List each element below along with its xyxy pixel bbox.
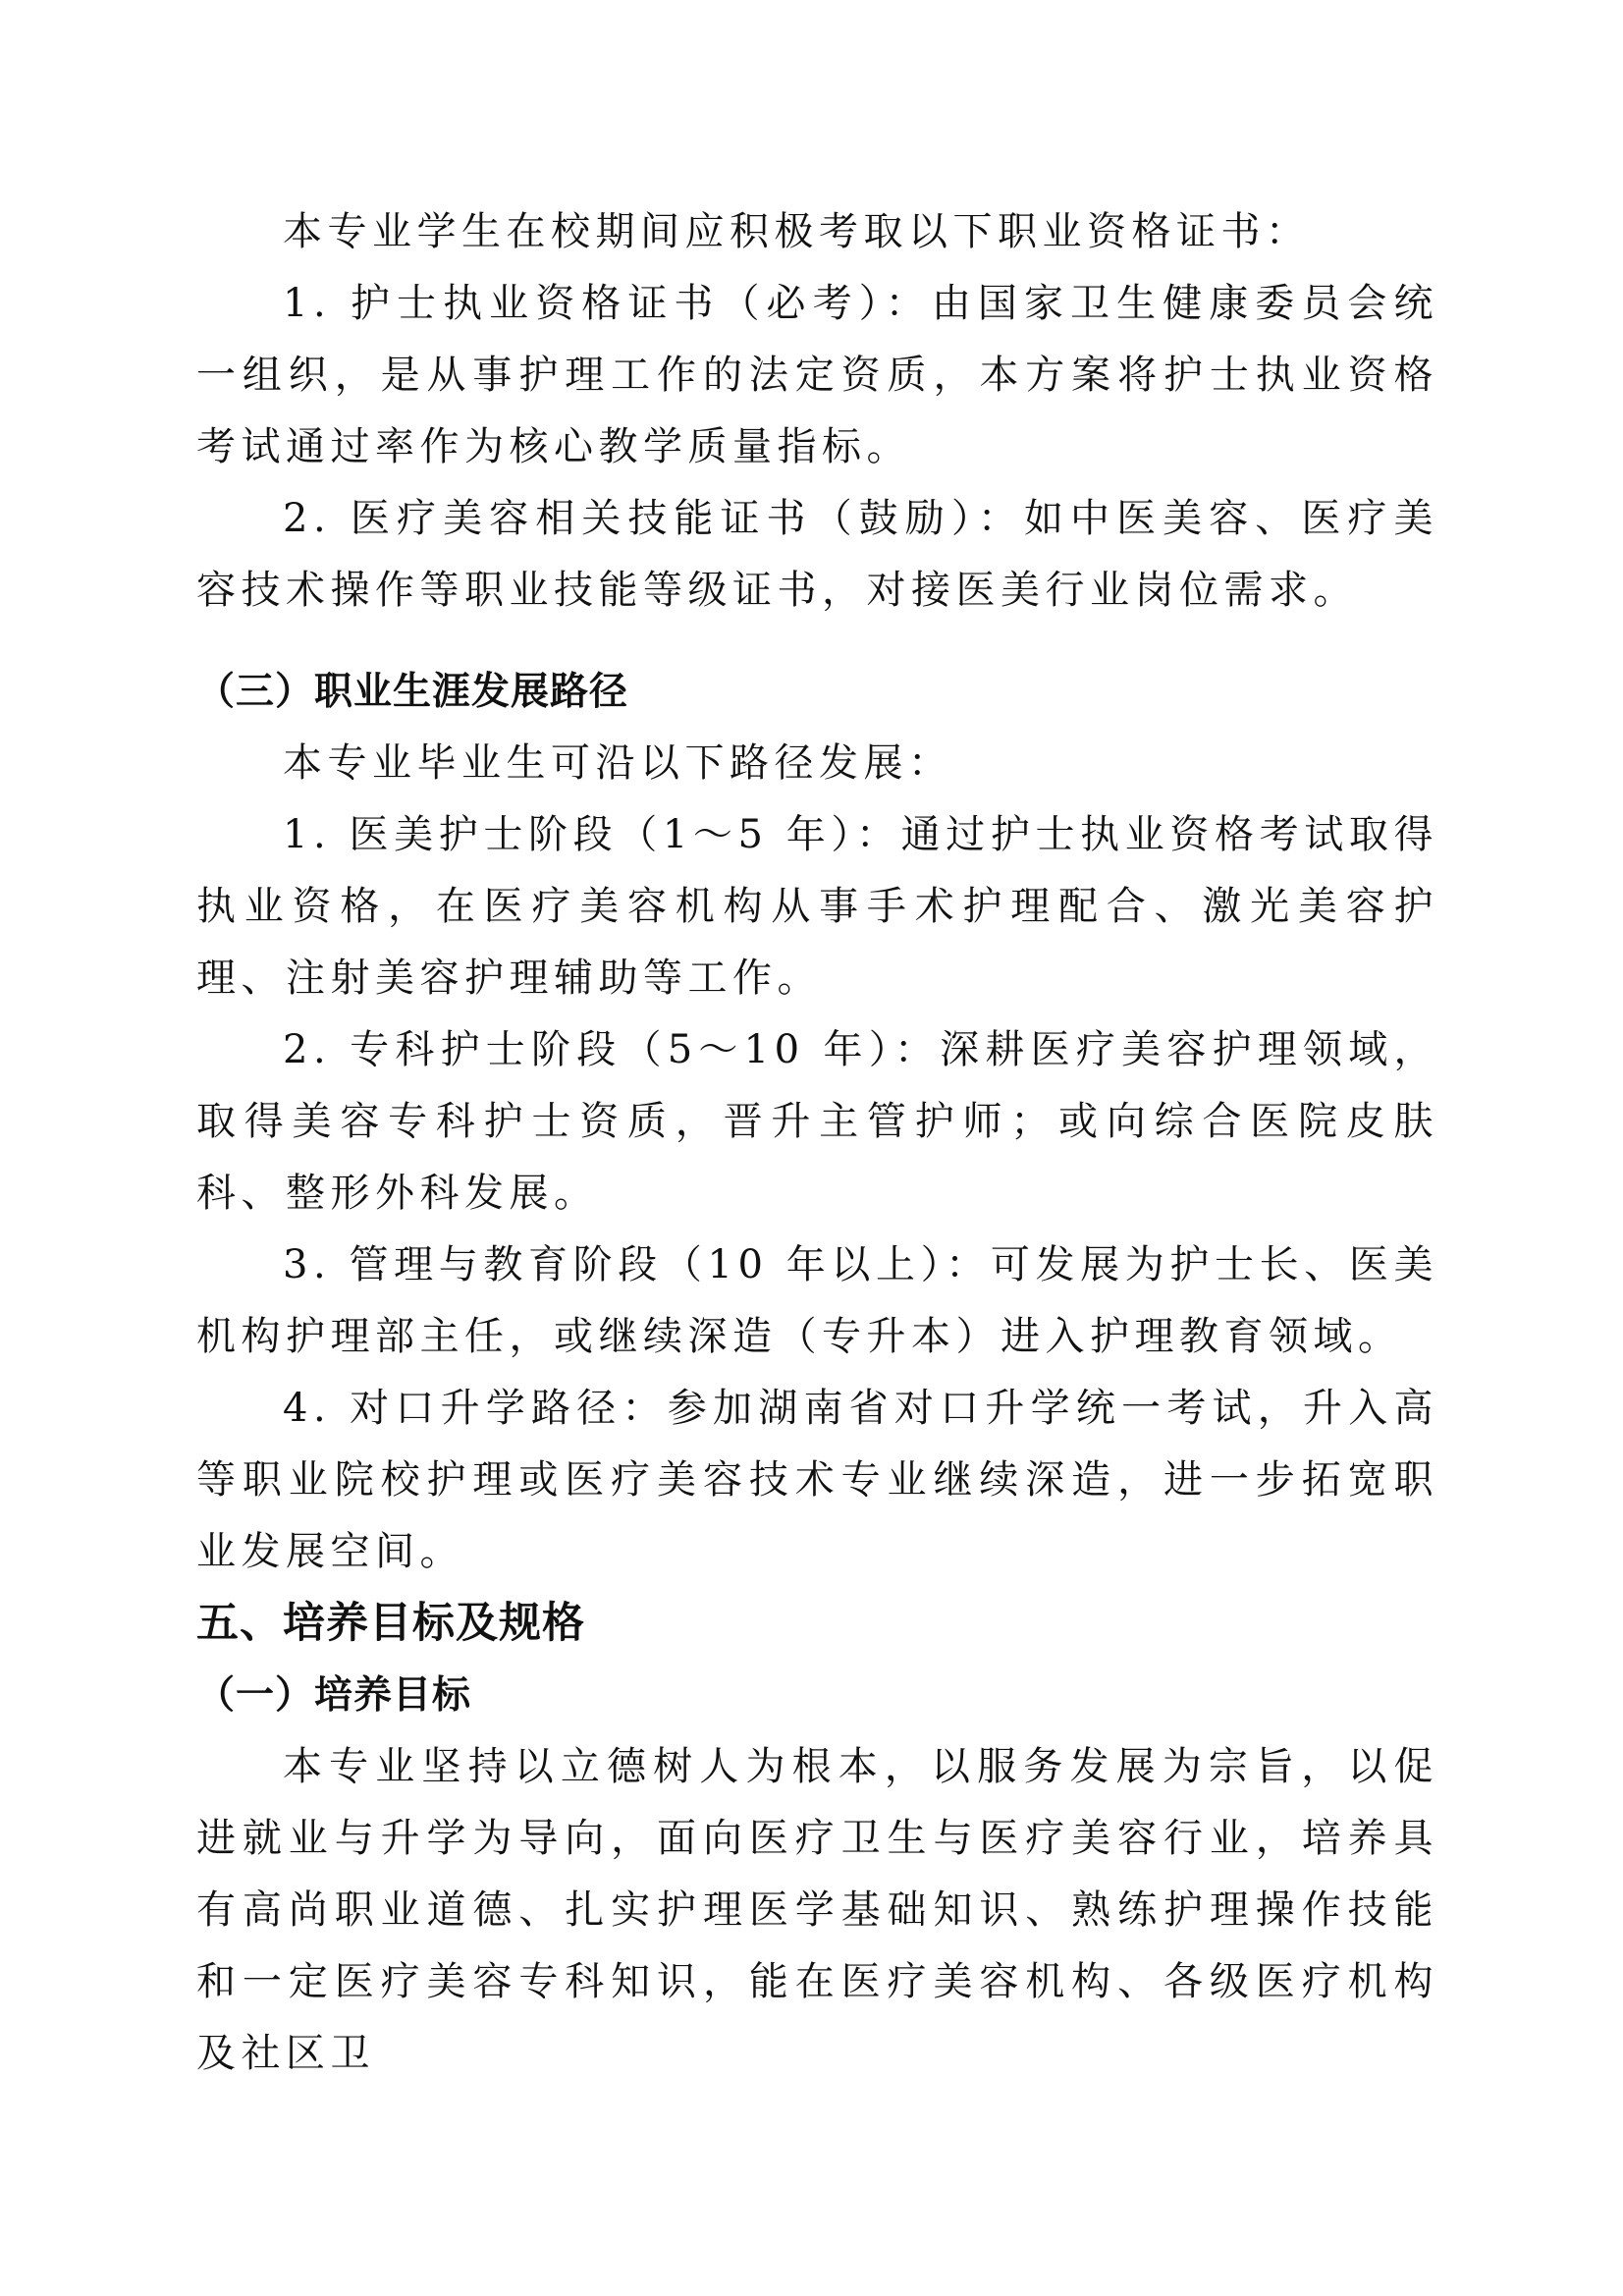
career-item-stage-2: 2. 专科护士阶段（5～10 年）：深耕医疗美容护理领域，取得美容专科护士资质，晋升主管护师；或向综合医院皮肤科、整形外科发展。	[196, 1027, 1438, 1216]
career-path-heading: （三）职业生涯发展路径	[196, 670, 629, 714]
document-page	[196, 196, 1438, 2090]
career-item-stage-4: 4. 对口升学路径：参加湖南省对口升学统一考试，升入高等职业院校护理或医疗美容技术专业继续深造，进一步拓宽职业发展空间。	[196, 1386, 1438, 1574]
training-goal-paragraph: 本专业坚持以立德树人为根本，以服务发展为宗旨，以促进就业与升学为导向，面向医疗卫生与医疗美容行业，培养具有高尚职业道德、扎实护理医学基础知识、熟练护理操作技能和一定医疗美容专科知识，能在医疗美容机构、各级医疗机构及社区卫	[196, 1744, 1438, 2076]
career-item-stage-1: 1. 医美护士阶段（1～5 年）：通过护士执业资格考试取得执业资格，在医疗美容机构从事手术护理配合、激光美容护理、注射美容护理辅助等工作。	[196, 812, 1438, 1001]
cert-item-nurse-license: 1. 护士执业资格证书（必考）：由国家卫生健康委员会统一组织，是从事护理工作的法定资质，本方案将护士执业资格考试通过率作为核心教学质量指标。	[196, 281, 1438, 469]
section-five-heading: 五、培养目标及规格	[196, 1599, 585, 1648]
cert-item-beauty-skill: 2. 医疗美容相关技能证书（鼓励）：如中医美容、医疗美容技术操作等职业技能等级证书，对接医美行业岗位需求。	[196, 496, 1438, 613]
training-goal-heading: （一）培养目标	[196, 1673, 472, 1718]
career-item-stage-3: 3. 管理与教育阶段（10 年以上）：可发展为护士长、医美机构护理部主任，或继续深造（专升本）进入护理教育领域。	[196, 1242, 1438, 1359]
cert-intro-paragraph: 本专业学生在校期间应积极考取以下职业资格证书：	[283, 209, 1311, 254]
career-intro-paragraph: 本专业毕业生可沿以下路径发展：	[283, 740, 953, 786]
